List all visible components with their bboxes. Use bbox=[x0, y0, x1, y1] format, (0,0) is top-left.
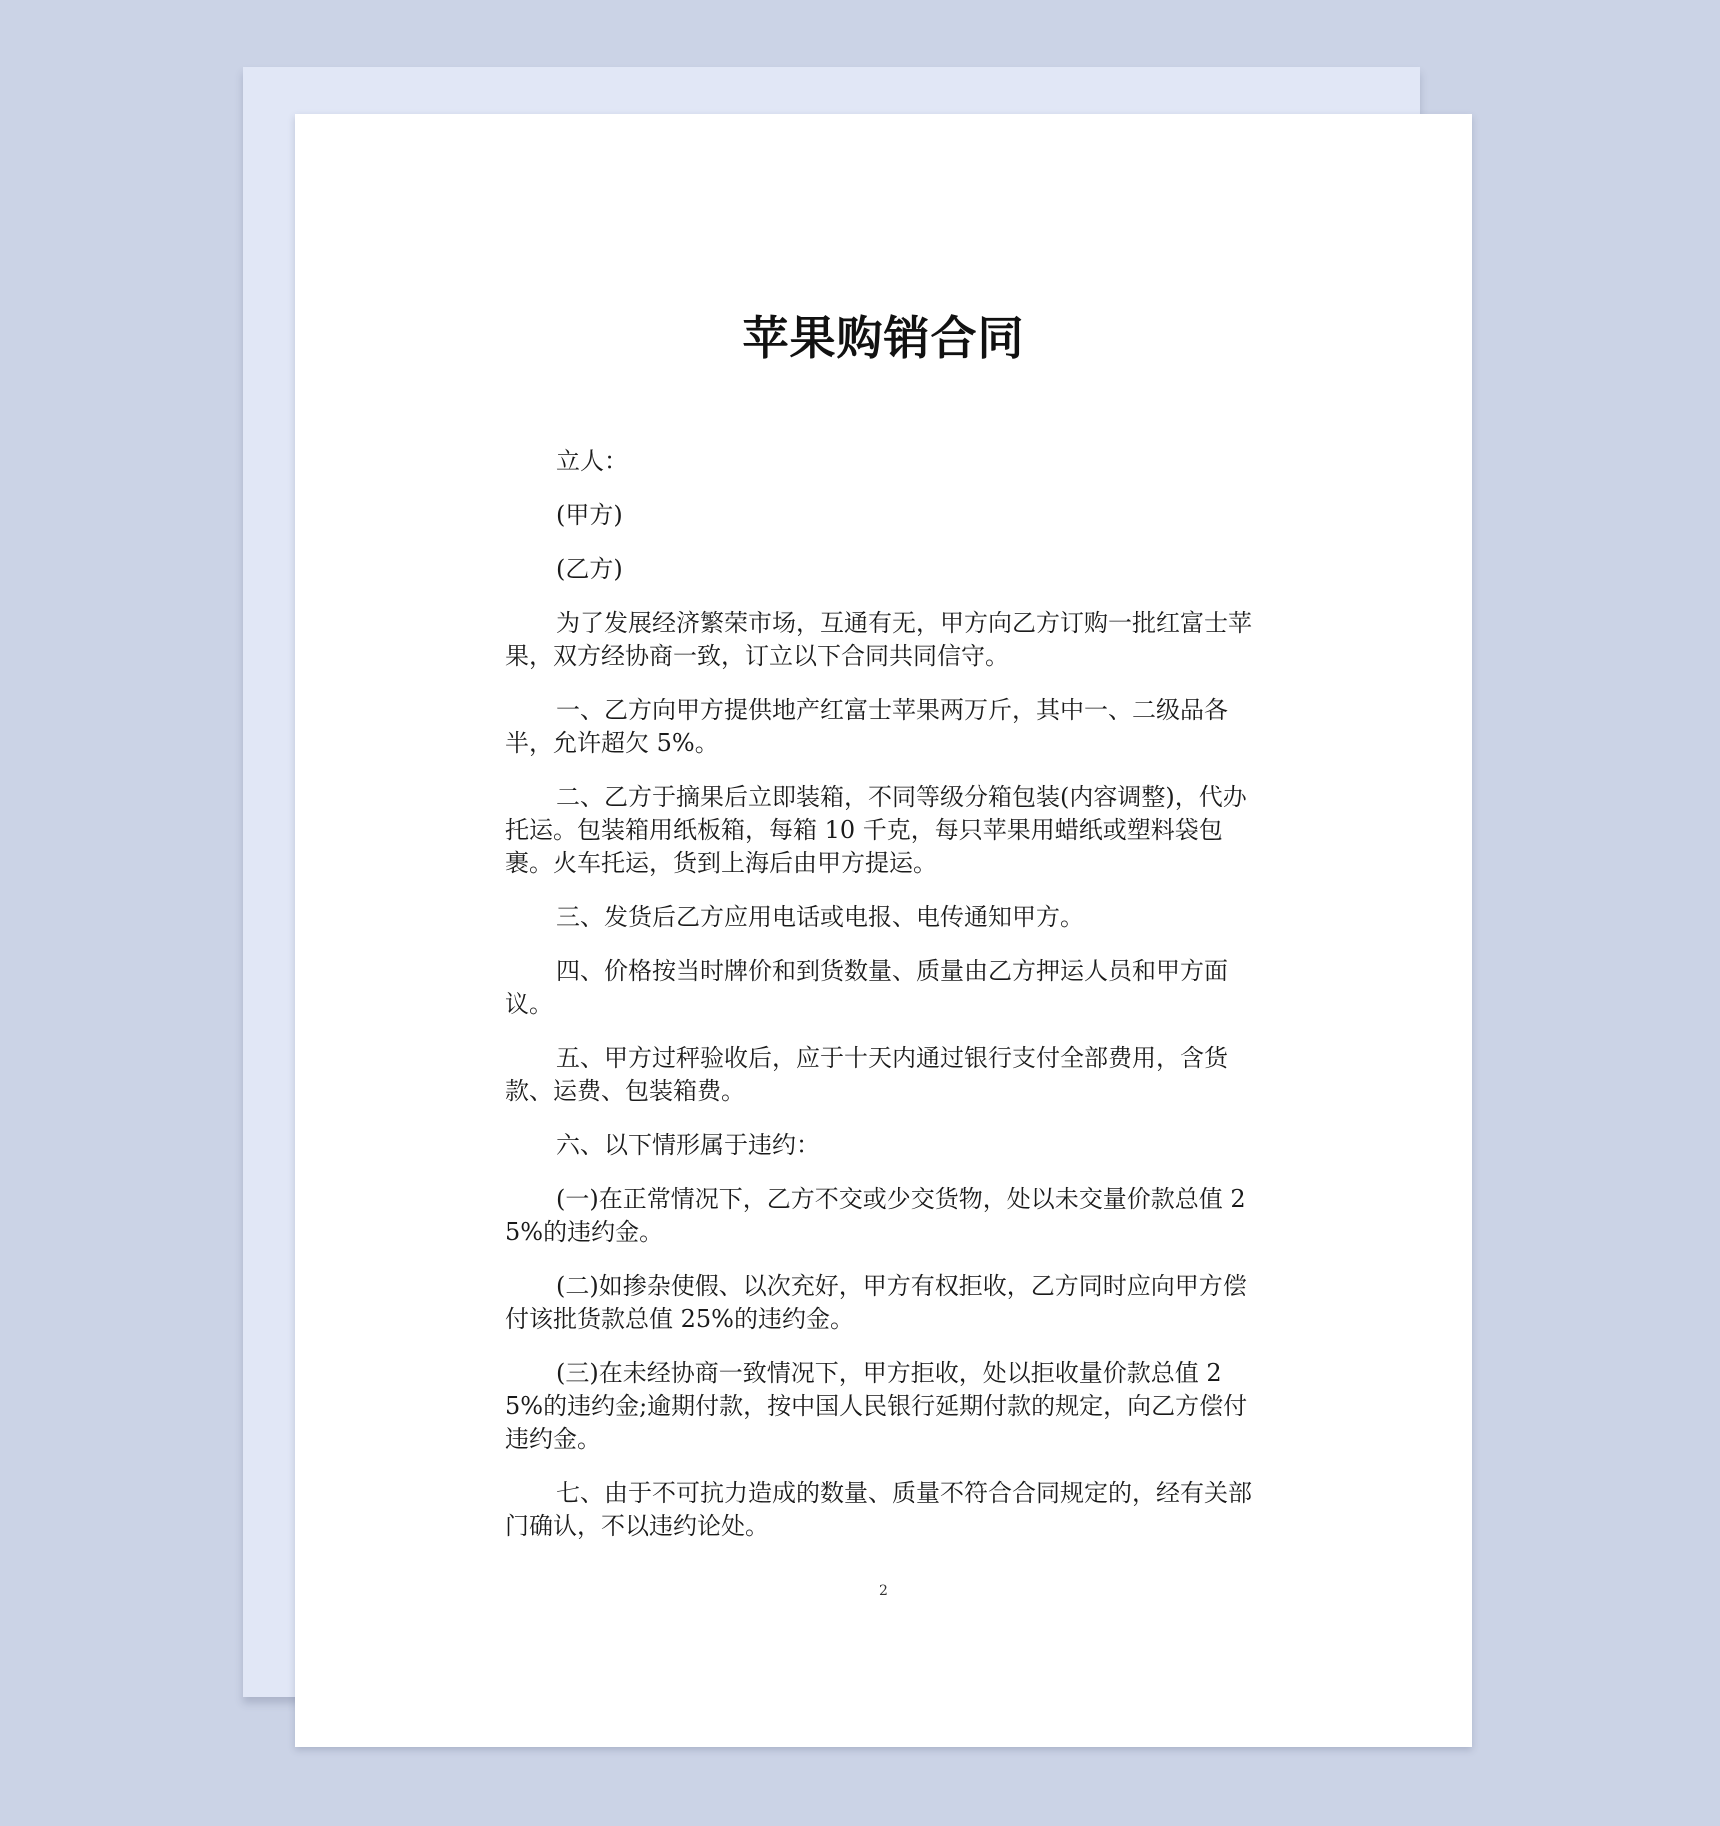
clause-6-item-3: (三)在未经协商一致情况下，甲方拒收，处以拒收量价款总值 25%的违约金;逾期付款，按中国人民银行延期付款的规定，向乙方偿付违约金。 bbox=[505, 1359, 1248, 1453]
preamble-paragraph: 为了发展经济繁荣市场，互通有无，甲方向乙方订购一批红富士苹果，双方经协商一致，订立以下合同共同信守。 bbox=[505, 609, 1252, 670]
clause-3: 三、发货后乙方应用电话或电报、电传通知甲方。 bbox=[556, 903, 1084, 931]
document-title: 苹果购销合同 bbox=[742, 311, 1025, 365]
document-page bbox=[295, 114, 1472, 1747]
clause-6-item-2: (二)如掺杂使假、以次充好，甲方有权拒收，乙方同时应向甲方偿付该批货款总值 25%的违约金。 bbox=[505, 1272, 1247, 1333]
page-number: 2 bbox=[879, 1583, 888, 1599]
clause-5: 五、甲方过秤验收后，应于十天内通过银行支付全部费用，含货款、运费、包装箱费。 bbox=[505, 1044, 1228, 1105]
document-body bbox=[505, 445, 1257, 1564]
clause-6-item-1: (一)在正常情况下，乙方不交或少交货物，处以未交量价款总值 25%的违约金。 bbox=[505, 1185, 1246, 1246]
clause-2: 二、乙方于摘果后立即装箱，不同等级分箱包装(内容调整)，代办托运。包装箱用纸板箱，每箱 10 千克，每只苹果用蜡纸或塑料袋包裹。火车托运，货到上海后由甲方提运。 bbox=[505, 783, 1247, 877]
clause-4: 四、价格按当时牌价和到货数量、质量由乙方押运人员和甲方面议。 bbox=[505, 957, 1228, 1018]
party-b-label: (乙方) bbox=[556, 555, 623, 583]
party-label: 立人： bbox=[556, 447, 628, 475]
party-a-label: (甲方) bbox=[556, 501, 623, 529]
clause-1: 一、乙方向甲方提供地产红富士苹果两万斤，其中一、二级品各半，允许超欠 5%。 bbox=[505, 696, 1228, 757]
clause-7: 七、由于不可抗力造成的数量、质量不符合合同规定的，经有关部门确认，不以违约论处。 bbox=[505, 1479, 1252, 1540]
clause-6: 六、以下情形属于违约： bbox=[556, 1131, 820, 1159]
